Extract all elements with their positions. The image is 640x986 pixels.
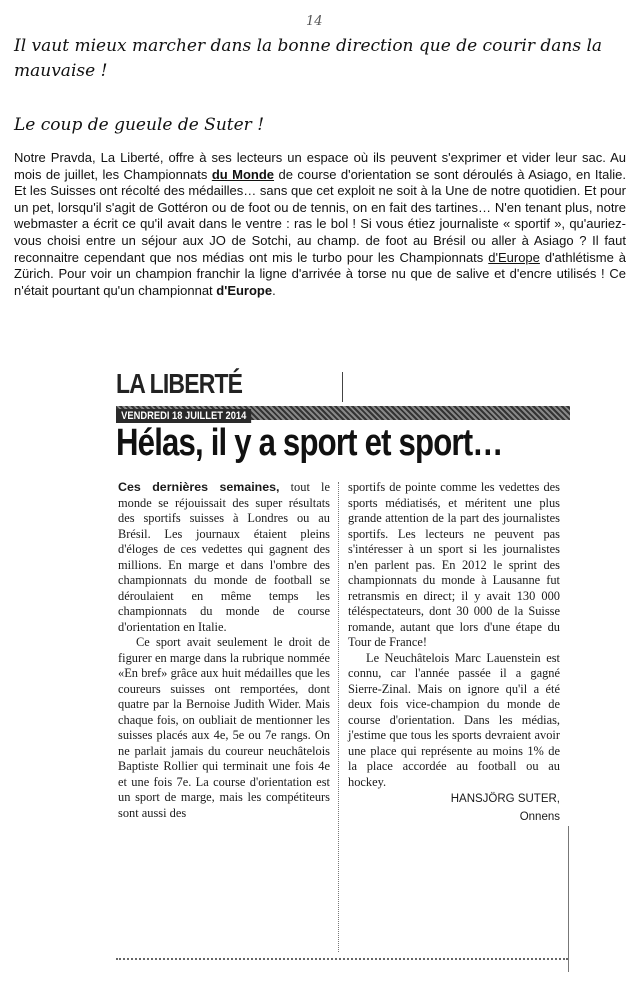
article-column-2 — [348, 480, 560, 825]
clipping-headline: Hélas, il y a sport et sport… — [116, 422, 503, 464]
intro-text-2: de course d'orientation se sont déroulés à Asiago, en Italie. Et les Suisses ont récolté des médailles… sans que cet exploit ne soit à la Une de notre quotidien. Et pour un pet, lorsqu'il s'agit de Gottéron ou de foot ou de tennis, on en fait des tartines… N'en tenant plus, notre webmaster a écrit ce qu'il avait dans le ventre : ras le bol ! Si vous étiez journaliste « sportif », qu'auriez-vous choisi entre un séjour aux JO de Sotchi, au champ. de foot au Brésil ou aller à Asiago ? Il faut reconnaitre cependant que nos médias ont mis le turbo pour les Championnats — [14, 166, 626, 265]
du-monde-emphasis: du Monde — [211, 166, 275, 182]
article-paragraph — [118, 480, 330, 635]
intro-text-4: . — [272, 282, 276, 298]
clipping-date: VENDREDI 18 JUILLET 2014 — [116, 409, 251, 423]
intro-paragraph — [14, 150, 626, 299]
intro-text-1: Notre Pravda, La Liberté, offre à ses lecteurs un espace où ils peuvent s'exprimer et vider leur sac. Au mois de juillet, les Championnats — [14, 150, 626, 182]
cut-line — [116, 958, 568, 960]
masthead-divider — [342, 372, 343, 402]
author-signature: HANSJÖRG SUTER, — [450, 793, 560, 805]
section-heading: Le coup de gueule de Suter ! — [14, 115, 265, 135]
page-number: 14 — [306, 14, 323, 29]
article-column-1 — [118, 480, 330, 821]
article-paragraph: Ce sport avait seulement le droit de figurer en marge dans la rubrique nommée «En bref» grâce aux huit médailles que les coureurs suisses ont remportées, dont quatre par la Bernoise Judith Wider. Mais chaque fois, on oubliait de mentionner les suisses placés aux 4e, 5e ou 7e rangs. On ne parlait jamais du coureur neuchâtelois Baptiste Rollier qui terminait une fois 4e et une fois 7e. La course d'orientation est un sport de marge, mais les compétiteurs sont aussi des — [118, 635, 330, 820]
article-lead: Ces dernières semaines, — [118, 480, 280, 494]
opening-quote: Il vaut mieux marcher dans la bonne direction que de courir dans la mauvaise ! — [14, 36, 603, 81]
column-divider — [338, 482, 339, 952]
europe-bold: d'Europe — [216, 282, 273, 298]
author-location: Onnens — [519, 810, 560, 823]
intro-text-3: d'athlétisme à Zürich. Pour voir un champion franchir la ligne d'arrivée à torse nu que de salive et d'encre utilisés ! Ce n'était pourtant qu'un championnat — [14, 249, 626, 298]
clip-edge — [568, 826, 569, 972]
date-bar — [116, 406, 570, 420]
article-text: tout le monde se réjouissait des super résultats des sportifs suisses à Londres ou au Brésil. Les journaux étaient pleins d'éloges de ces vedettes qui gagnent des millions. En marge et dans l'ombre des championnats du monde de football se déroulaient en même temps les championnats du monde de course d'orientation en Italie. — [118, 480, 330, 634]
newspaper-name: LA LIBERTÉ — [116, 368, 243, 399]
article-paragraph: sportifs de pointe comme les vedettes des sports médiatisés, et méritent une plus grande attention de la part des journalistes sportifs. Les lecteurs ne peuvent pas s'intéresser à un sport si les journalistes n'en parlent pas. En 2012 le sprint des championnats du monde à Lausanne fut retransmis en direct; il y avait 130 000 téléspectateurs, dont 30 000 de la Suisse romande, autant que lors d'une étape du Tour de France! — [348, 480, 560, 649]
newspaper-clipping — [112, 366, 574, 974]
europe-underlined: d'Europe — [488, 249, 540, 265]
article-paragraph: Le Neuchâtelois Marc Lauenstein est connu, car l'année passée il a gagné Sierre-Zinal. Mais on ignore qu'il a été deux fois vice-champion du monde de course d'orientation. Dans les médias, j'estime que tous les sports devraient avoir une place qui représente au moins 1% de la place accordée au football ou au hockey. — [348, 650, 560, 789]
